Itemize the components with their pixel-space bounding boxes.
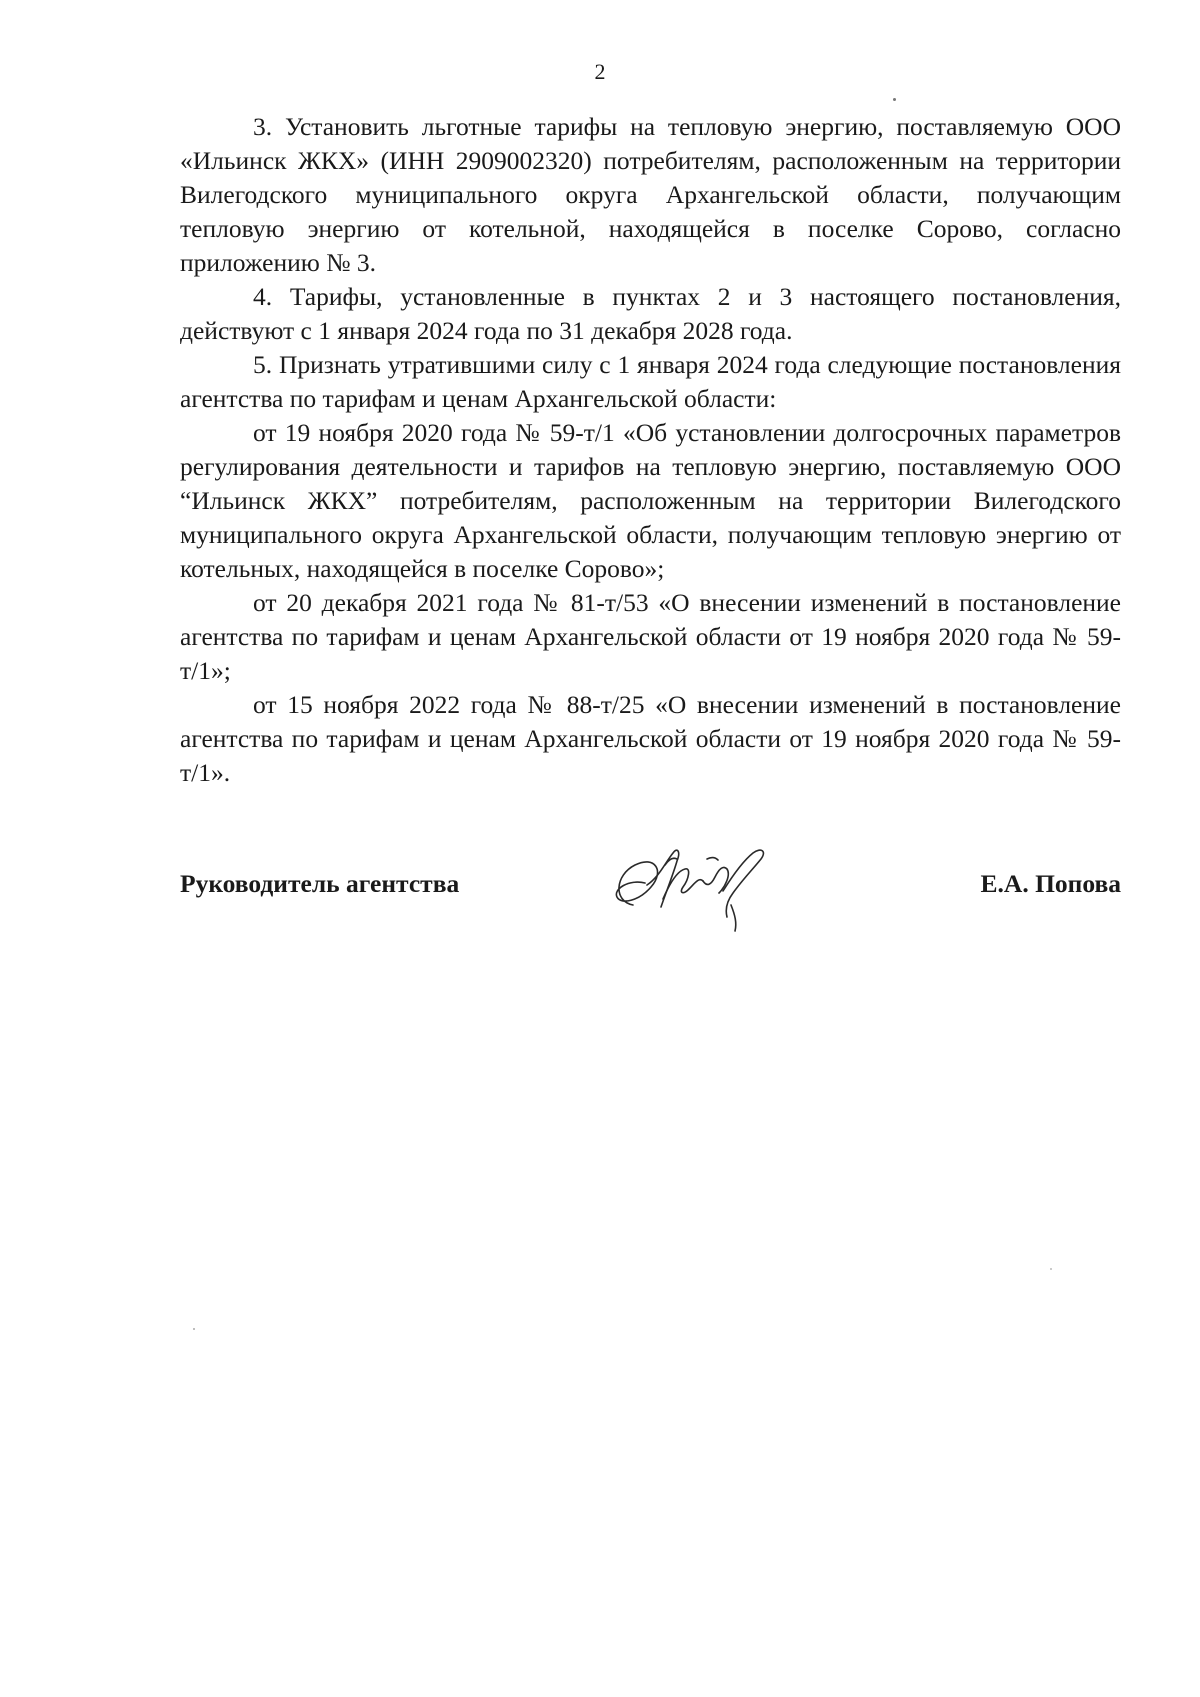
paragraph-item-5: 5. Признать утратившими силу с 1 января 2024 года следующие постановления агентства по тарифам и ценам Архангельской области: [180,350,1121,413]
signatory-name: Е.А. Попова [980,869,1121,898]
signature-block [180,845,1121,955]
repealed-act-1: от 19 ноября 2020 года № 59-т/1 «Об установлении долгосрочных параметров регулирования деятельности и тарифов на тепловую энергию, поставляемую ООО “Ильинск ЖКХ” потребителям, расположенным на территории Вилегодского муниципального округа Архангельской области, получающим тепловую энергию от котельных, находящейся в поселке Сорово»; [180,418,1121,583]
signatory-position: Руководитель агентства [180,869,460,898]
paragraph-item-3: 3. Установить льготные тарифы на тепловую энергию, поставляемую ООО «Ильинск ЖКХ» (ИНН 2909002320) потребителям, расположенным на территории Вилегодского муниципального округа Архангельской области, получающим тепловую энергию от котельной, находящейся в поселке Сорово, согласно приложению № 3. [180,112,1121,277]
repealed-act-3: от 15 ноября 2022 года № 88-т/25 «О внесении изменений в постановление агентства по тарифам и ценам Архангельской области от 19 ноября 2020 года № 59-т/1». [180,690,1121,787]
document-body [180,110,1121,790]
paragraph-item-4: 4. Тарифы, установленные в пунктах 2 и 3 настоящего постановления, действуют с 1 января 2024 года по 31 декабря 2028 года. [180,282,1121,345]
repealed-act-2: от 20 декабря 2021 года № 81-т/53 «О внесении изменений в постановление агентства по тарифам и ценам Архангельской области от 19 ноября 2020 года № 59-т/1»; [180,588,1121,685]
scan-speck [893,98,896,101]
scan-speck [1050,1268,1052,1270]
page-number: 2 [594,59,606,84]
handwritten-signature [603,835,778,935]
scan-speck [193,1328,195,1330]
